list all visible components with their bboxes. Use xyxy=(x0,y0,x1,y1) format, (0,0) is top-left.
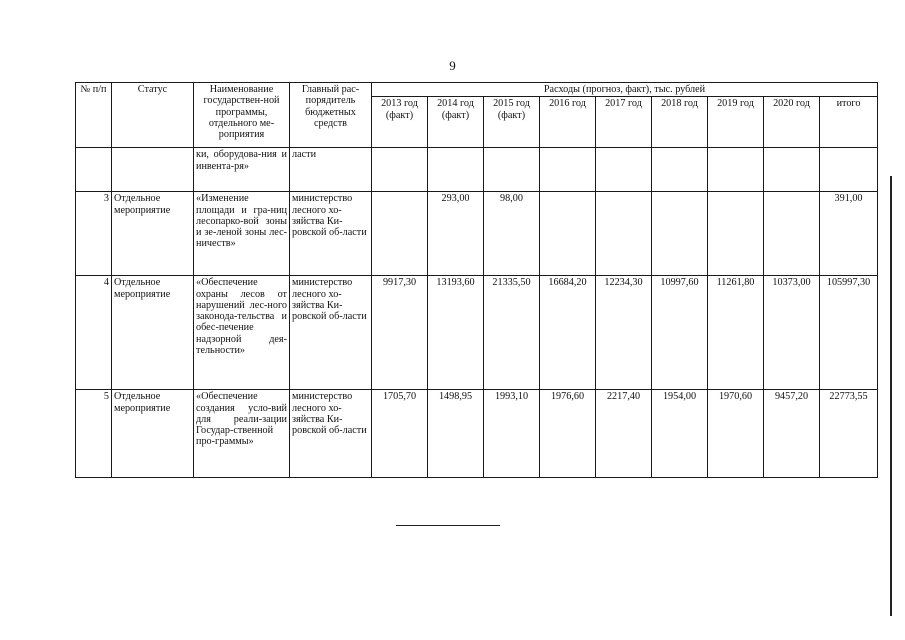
row-value-2015: 1993,10 xyxy=(484,390,540,478)
header-year-2014: 2014 год (факт) xyxy=(428,97,484,148)
row-manager: министерство лесного хо-зяйства Ки-ровской об-ласти xyxy=(290,390,372,478)
row-num xyxy=(76,148,112,192)
row-num: 3 xyxy=(76,192,112,276)
row-value-total: 391,00 xyxy=(820,192,878,276)
row-value-2016 xyxy=(540,192,596,276)
row-value-2016: 1976,60 xyxy=(540,390,596,478)
row-value-2017: 12234,30 xyxy=(596,276,652,390)
row-value-2015 xyxy=(484,148,540,192)
row-value-total: 105997,30 xyxy=(820,276,878,390)
header-row-top xyxy=(76,83,878,97)
row-value-2016 xyxy=(540,148,596,192)
header-year-2018: 2018 год xyxy=(652,97,708,148)
table-row-5 xyxy=(76,390,878,478)
page-number: 9 xyxy=(449,58,456,73)
row-value-2018 xyxy=(652,148,708,192)
row-value-2014 xyxy=(428,148,484,192)
header-year-2020: 2020 год xyxy=(764,97,820,148)
row-manager: министерство лесного хо-зяйства Ки-ровской об-ласти xyxy=(290,276,372,390)
row-num: 4 xyxy=(76,276,112,390)
row-name: «Обеспечение создания усло-вий для реали-зации Государ-ственной про-граммы» xyxy=(194,390,290,478)
header-total: итого xyxy=(820,97,878,148)
budget-table xyxy=(75,82,878,478)
row-value-2019: 11261,80 xyxy=(708,276,764,390)
header-name: Наименование государствен-ной программы, отдельного ме-роприятия xyxy=(194,83,290,148)
row-value-2013: 9917,30 xyxy=(372,276,428,390)
header-year-2013: 2013 год (факт) xyxy=(372,97,428,148)
row-value-2018: 1954,00 xyxy=(652,390,708,478)
row-status xyxy=(112,148,194,192)
row-name: ки, оборудова-ния и инвента-ря» xyxy=(194,148,290,192)
row-value-2017: 2217,40 xyxy=(596,390,652,478)
header-year-2016: 2016 год xyxy=(540,97,596,148)
row-value-2014: 293,00 xyxy=(428,192,484,276)
table-row-4 xyxy=(76,276,878,390)
row-value-2015: 98,00 xyxy=(484,192,540,276)
row-value-2019 xyxy=(708,148,764,192)
header-year-2017: 2017 год xyxy=(596,97,652,148)
row-value-2013 xyxy=(372,192,428,276)
row-value-total xyxy=(820,148,878,192)
scan-edge-mark xyxy=(890,176,892,616)
row-value-2013 xyxy=(372,148,428,192)
table-row-continuation xyxy=(76,148,878,192)
row-value-2015: 21335,50 xyxy=(484,276,540,390)
header-manager: Главный рас-порядитель бюджетных средств xyxy=(290,83,372,148)
row-value-2020: 9457,20 xyxy=(764,390,820,478)
header-num: № п/п xyxy=(76,83,112,148)
row-name: «Изменение площади и гра-ниц лесопарко-вой зоны и зе-леной зоны лес-ничеств» xyxy=(194,192,290,276)
row-manager: министерство лесного хо-зяйства Ки-ровской об-ласти xyxy=(290,192,372,276)
row-value-2014: 13193,60 xyxy=(428,276,484,390)
row-value-2020 xyxy=(764,148,820,192)
row-status: Отдельное мероприятие xyxy=(112,390,194,478)
row-value-total: 22773,55 xyxy=(820,390,878,478)
header-status: Статус xyxy=(112,83,194,148)
header-year-2019: 2019 год xyxy=(708,97,764,148)
row-status: Отдельное мероприятие xyxy=(112,192,194,276)
row-value-2017 xyxy=(596,148,652,192)
row-value-2018 xyxy=(652,192,708,276)
row-num: 5 xyxy=(76,390,112,478)
row-value-2020 xyxy=(764,192,820,276)
row-value-2017 xyxy=(596,192,652,276)
row-value-2013: 1705,70 xyxy=(372,390,428,478)
row-value-2020: 10373,00 xyxy=(764,276,820,390)
row-value-2019 xyxy=(708,192,764,276)
row-status: Отдельное мероприятие xyxy=(112,276,194,390)
row-manager: ласти xyxy=(290,148,372,192)
table-row-3 xyxy=(76,192,878,276)
row-value-2019: 1970,60 xyxy=(708,390,764,478)
header-year-2015: 2015 год (факт) xyxy=(484,97,540,148)
row-name: «Обеспечение охраны лесов от нарушений лес-ного законода-тельства и обес-печение надзорной дея-тельности» xyxy=(194,276,290,390)
row-value-2018: 10997,60 xyxy=(652,276,708,390)
header-expenses: Расходы (прогноз, факт), тыс. рублей xyxy=(372,83,878,97)
end-separator-line xyxy=(396,525,500,526)
row-value-2016: 16684,20 xyxy=(540,276,596,390)
row-value-2014: 1498,95 xyxy=(428,390,484,478)
